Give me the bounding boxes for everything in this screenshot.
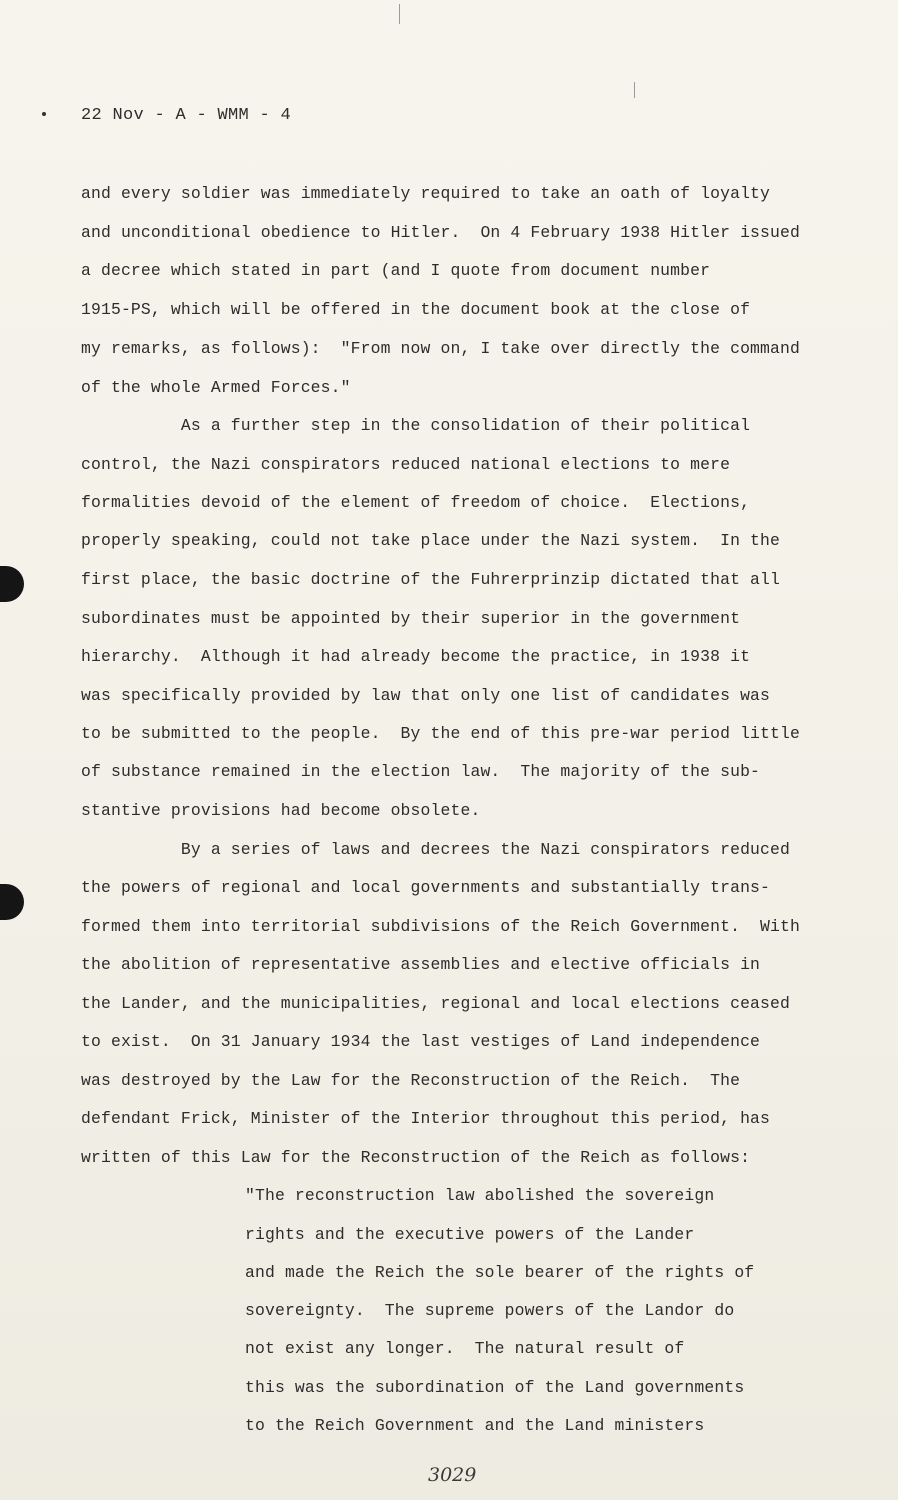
binder-hole [0,566,24,602]
page-number: 3029 [428,1464,477,1486]
text-line: a decree which stated in part (and I quote from document number [81,261,711,280]
text-line: the powers of regional and local governments and substantially trans- [81,878,771,897]
text-line: By a series of laws and decrees the Nazi conspirators reduced [81,840,791,859]
text-line: my remarks, as follows): "From now on, I take over directly the command [81,339,800,358]
text-line: was destroyed by the Law for the Reconstruction of the Reich. The [81,1071,741,1090]
text-line: formalities devoid of the element of freedom of choice. Elections, [81,493,751,512]
text-line: was specifically provided by law that only one list of candidates was [81,686,771,705]
quote-line: sovereignty. The supreme powers of the Landor do [245,1301,735,1320]
text-line: the Lander, and the municipalities, regional and local elections ceased [81,994,791,1013]
text-line: written of this Law for the Reconstruction of the Reich as follows: [81,1148,751,1167]
text-line: the abolition of representative assemblies and elective officials in [81,955,761,974]
quote-line: "The reconstruction law abolished the sovereign [245,1186,715,1205]
text-line: and unconditional obedience to Hitler. On 4 February 1938 Hitler issued [81,223,800,242]
text-line: As a further step in the consolidation of their political [81,416,751,435]
quote-line: this was the subordination of the Land governments [245,1378,745,1397]
text-line: control, the Nazi conspirators reduced national elections to mere [81,455,731,474]
text-line: formed them into territorial subdivisions of the Reich Government. With [81,917,800,936]
text-line: stantive provisions had become obsolete. [81,801,481,820]
quote-line: not exist any longer. The natural result of [245,1339,685,1358]
text-line: of the whole Armed Forces." [81,378,351,397]
text-line: of substance remained in the election law. The majority of the sub- [81,762,761,781]
bullet-mark [42,112,46,116]
text-line: to exist. On 31 January 1934 the last vestiges of Land independence [81,1032,761,1051]
scan-mark [399,4,400,24]
scan-mark [634,82,635,98]
quote-line: rights and the executive powers of the Lander [245,1225,695,1244]
text-line: 1915-PS, which will be offered in the document book at the close of [81,300,751,319]
binder-hole [0,884,24,920]
text-line: properly speaking, could not take place under the Nazi system. In the [81,531,781,550]
text-line: hierarchy. Although it had already become the practice, in 1938 it [81,647,751,666]
quote-line: and made the Reich the sole bearer of the rights of [245,1263,755,1282]
quote-line: to the Reich Government and the Land ministers [245,1416,705,1435]
text-line: subordinates must be appointed by their superior in the government [81,609,741,628]
text-line: to be submitted to the people. By the end of this pre-war period little [81,724,800,743]
text-line: defendant Frick, Minister of the Interior throughout this period, has [81,1109,771,1128]
text-line: first place, the basic doctrine of the Fuhrerprinzip dictated that all [81,570,781,589]
page-reference: 22 Nov - A - WMM - 4 [81,106,292,125]
text-line: and every soldier was immediately required to take an oath of loyalty [81,184,771,203]
